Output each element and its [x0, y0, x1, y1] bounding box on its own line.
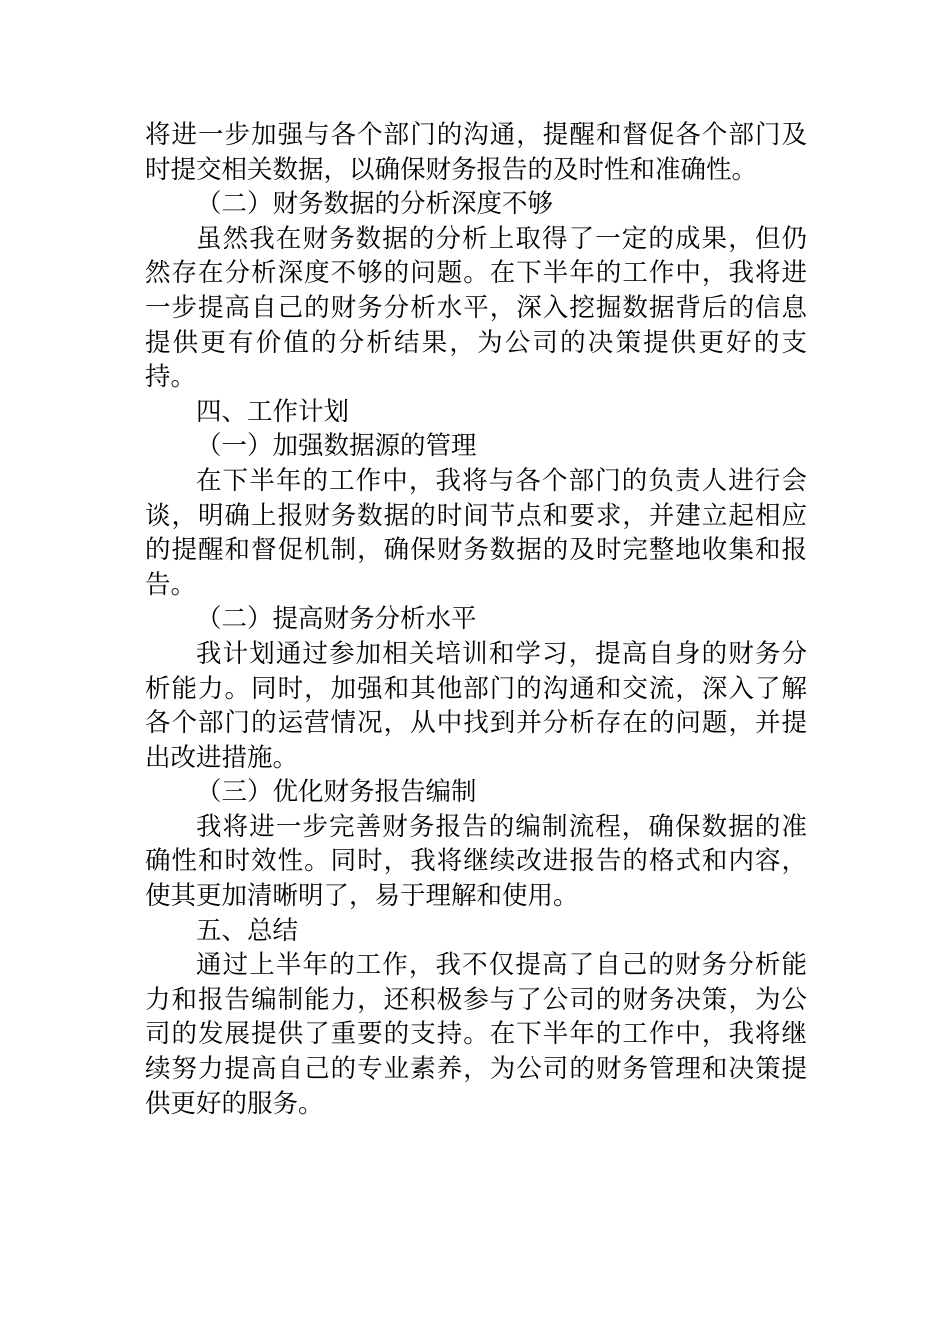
section-heading-summary: 五、总结 [196, 915, 299, 946]
document-body [145, 118, 807, 1121]
subheading-analysis-level: （二）提高财务分析水平 [196, 604, 477, 635]
paragraph-data-source: 在下半年的工作中，我将与各个部门的负责人进行会谈，明确上报财务数据的时间节点和要求，并建立起相应的提醒和督促机制，确保财务数据的及时完整地收集和报告。 [145, 465, 807, 600]
subheading-data-source: （一）加强数据源的管理 [196, 431, 477, 462]
paragraph-analysis-level: 我计划通过参加相关培训和学习，提高自身的财务分析能力。同时，加强和其他部门的沟通和交流，深入了解各个部门的运营情况，从中找到并分析存在的问题，并提出改进措施。 [145, 638, 807, 773]
paragraph-continuation: 将进一步加强与各个部门的沟通，提醒和督促各个部门及时提交相关数据，以确保财务报告的及时性和准确性。 [145, 120, 807, 185]
subheading-analysis-depth: （二）财务数据的分析深度不够 [196, 189, 554, 220]
paragraph-report-compilation: 我将进一步完善财务报告的编制流程，确保数据的准确性和时效性。同时，我将继续改进报告的格式和内容，使其更加清晰明了，易于理解和使用。 [145, 811, 807, 912]
paragraph-analysis-depth: 虽然我在财务数据的分析上取得了一定的成果，但仍然存在分析深度不够的问题。在下半年的工作中，我将进一步提高自己的财务分析水平，深入挖掘数据背后的信息提供更有价值的分析结果，为公司的决策提供更好的支持。 [145, 223, 807, 393]
paragraph-summary: 通过上半年的工作，我不仅提高了自己的财务分析能力和报告编制能力，还积极参与了公司的财务决策，为公司的发展提供了重要的支持。在下半年的工作中，我将继续努力提高自己的专业素养，为公司的财务管理和决策提供更好的服务。 [145, 950, 807, 1119]
subheading-report-compilation: （三）优化财务报告编制 [196, 777, 477, 808]
section-heading-work-plan: 四、工作计划 [196, 396, 350, 427]
